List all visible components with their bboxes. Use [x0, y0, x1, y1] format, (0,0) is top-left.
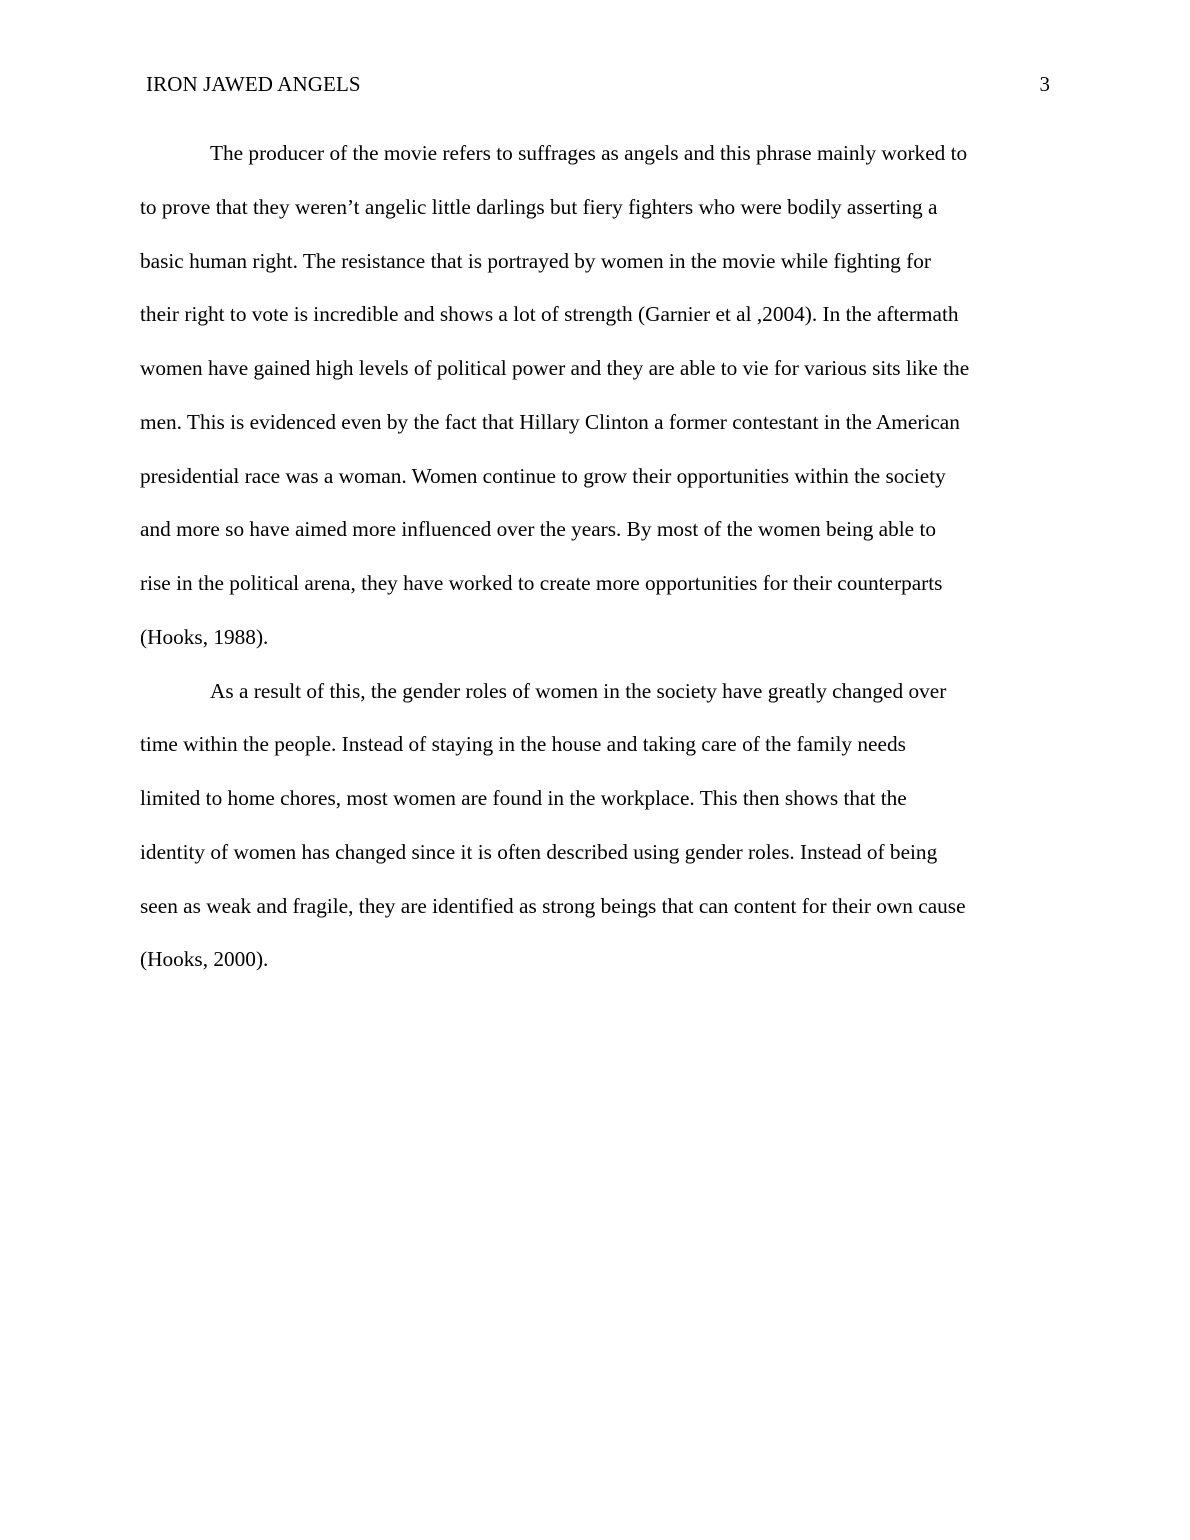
running-head: IRON JAWED ANGELS: [146, 72, 361, 96]
paragraph-line: limited to home chores, most women are found in the workplace. This then shows that the: [140, 786, 907, 810]
paragraph-line: (Hooks, 1988).: [140, 624, 269, 649]
paragraph-line: time within the people. Instead of staying in the house and taking care of the family needs: [140, 732, 906, 757]
paragraph-line: women have gained high levels of political power and they are able to vie for various sits like the: [140, 356, 970, 380]
paragraph-line: and more so have aimed more influenced over the years. By most of the women being able to: [140, 517, 937, 542]
paragraph-line: men. This is evidenced even by the fact that Hillary Clinton a former contestant in the American: [140, 409, 960, 434]
paragraph-line: seen as weak and fragile, they are identified as strong beings that can content for their own cause: [140, 893, 966, 918]
paragraph-line: The producer of the movie refers to suffrages as angels and this phrase mainly worked to: [210, 141, 968, 165]
paragraph-line: (Hooks, 2000).: [140, 947, 269, 972]
paragraph-line: to prove that they weren’t angelic little darlings but fiery fighters who were bodily asserting a: [140, 194, 938, 219]
paragraph-line: identity of women has changed since it is often described using gender roles. Instead of being: [140, 839, 938, 864]
body-text: [140, 127, 1052, 987]
paragraph-line: their right to vote is incredible and shows a lot of strength (Garnier et al ,2004). In the aftermath: [140, 302, 959, 327]
paragraph-line: As a result of this, the gender roles of women in the society have greatly changed over: [210, 678, 947, 703]
paragraph-1: [140, 127, 1052, 665]
paragraph-line: rise in the political arena, they have worked to create more opportunities for their counterparts: [140, 571, 943, 595]
paragraph-line: presidential race was a woman. Women continue to grow their opportunities within the society: [140, 463, 946, 488]
page-number: 3: [1039, 72, 1050, 96]
paragraph-2: [140, 665, 1052, 988]
paragraph-line: basic human right. The resistance that is portrayed by women in the movie while fighting for: [140, 248, 931, 273]
